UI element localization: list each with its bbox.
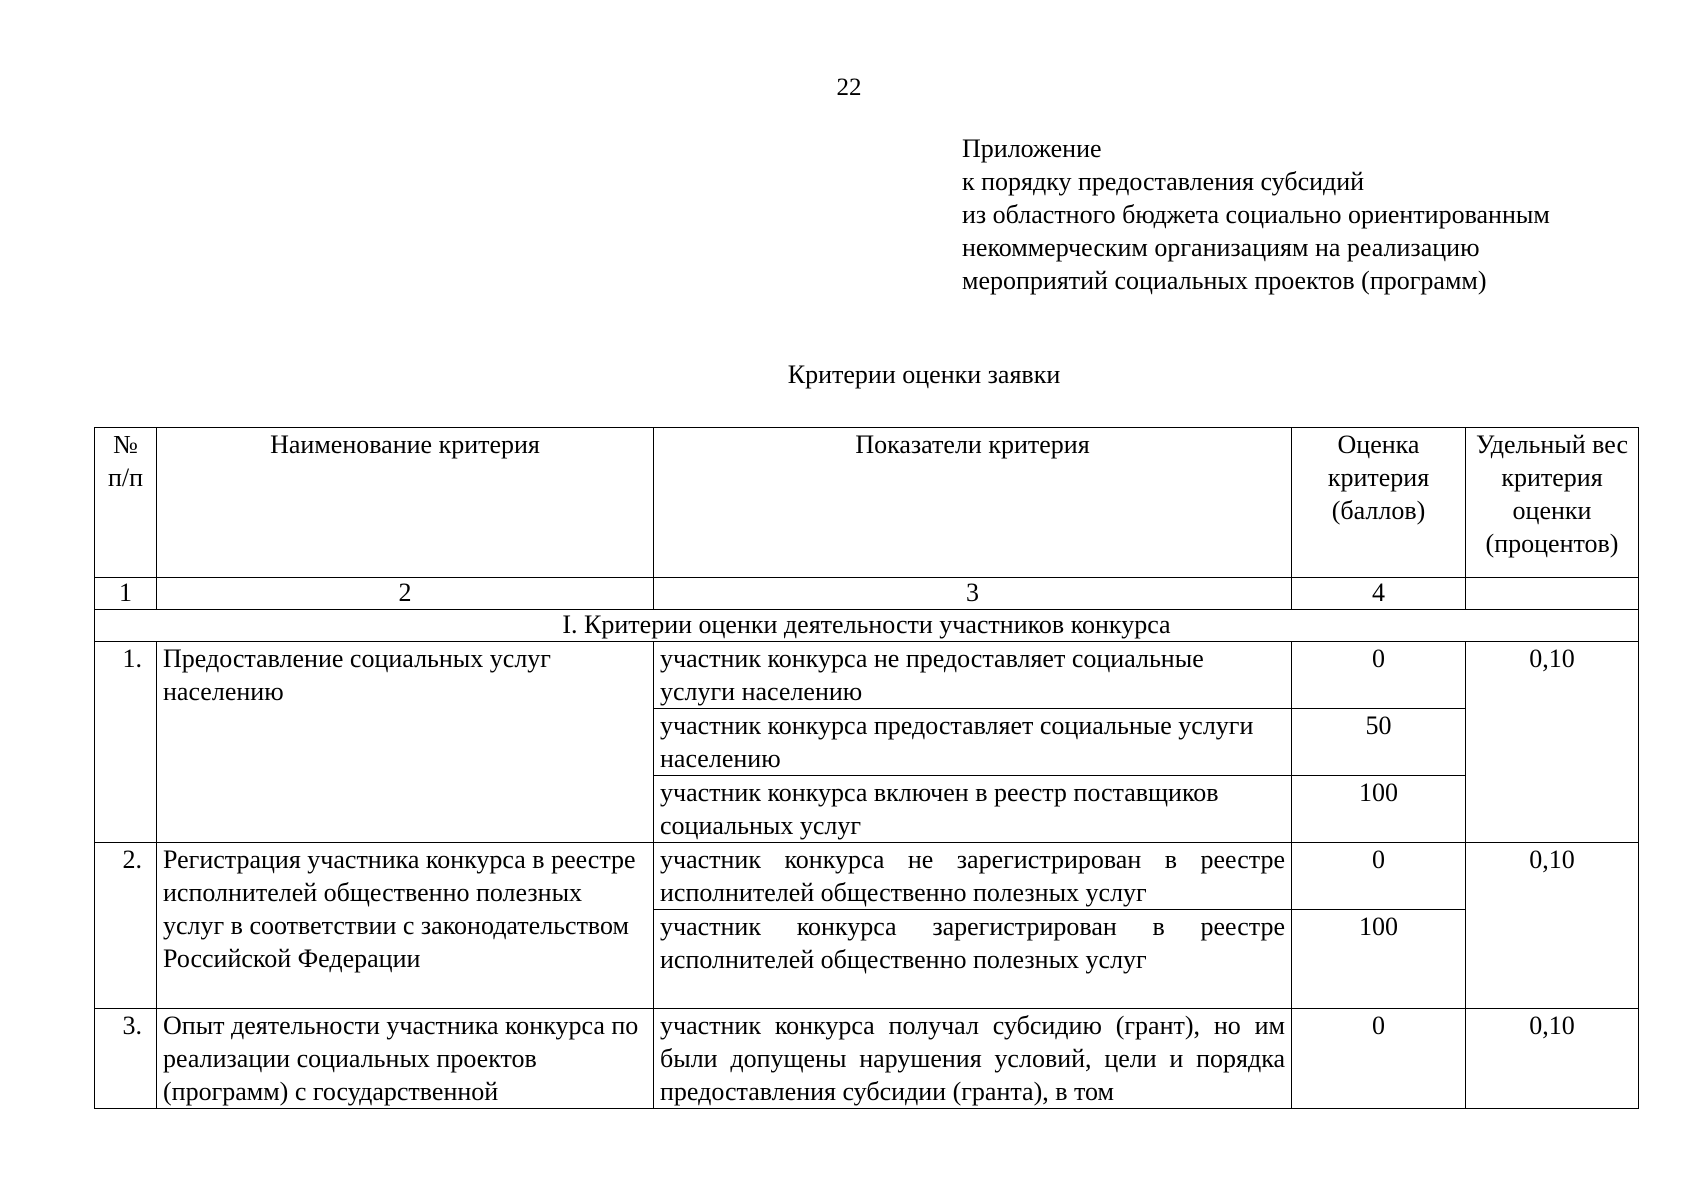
criterion-name: Регистрация участника конкурса в реестре исполнителей общественно полезных услуг в соответствии с законодательством Российской Федерации — [157, 843, 654, 1009]
criterion-indicator: участник конкурса получал субсидию (грант), но им были допущены нарушения условий, цели и порядка предоставления субсидии (гранта), в том — [654, 1009, 1292, 1109]
page-number: 22 — [836, 74, 862, 101]
header-weight: Удельный вес критерия оценки (процентов) — [1466, 428, 1639, 578]
appendix-line: некоммерческим организациям на реализацию — [962, 233, 1480, 262]
column-number: 4 — [1292, 578, 1466, 610]
table-row — [95, 843, 1639, 910]
column-number — [1466, 578, 1639, 610]
criterion-number: 2. — [95, 843, 157, 1009]
criterion-indicator: участник конкурса зарегистрирован в реестре исполнителей общественно полезных услуг — [654, 910, 1292, 1009]
criterion-score: 0 — [1292, 843, 1466, 910]
criterion-number: 1. — [95, 642, 157, 843]
criteria-table — [94, 427, 1639, 1109]
header-indicators: Показатели критерия — [654, 428, 1292, 578]
column-number: 2 — [157, 578, 654, 610]
criterion-score: 100 — [1292, 910, 1466, 1009]
header-name: Наименование критерия — [157, 428, 654, 578]
table-row — [95, 642, 1639, 709]
appendix-line: Приложение — [962, 134, 1102, 163]
criterion-score: 50 — [1292, 709, 1466, 776]
criterion-score: 0 — [1292, 642, 1466, 709]
criterion-name: Опыт деятельности участника конкурса по реализации социальных проектов (программ) с государственной — [157, 1009, 654, 1109]
criterion-score: 0 — [1292, 1009, 1466, 1109]
criterion-indicator: участник конкурса не зарегистрирован в реестре исполнителей общественно полезных услуг — [654, 843, 1292, 910]
appendix-line: к порядку предоставления субсидий — [962, 167, 1365, 196]
appendix-heading — [962, 132, 1550, 297]
header-num: № п/п — [95, 428, 157, 578]
header-score: Оценка критерия (баллов) — [1292, 428, 1466, 578]
criterion-indicator: участник конкурса не предоставляет социальные услуги населению — [654, 642, 1292, 709]
criterion-weight: 0,10 — [1466, 843, 1639, 1009]
table-row — [95, 1009, 1639, 1109]
criterion-score: 100 — [1292, 776, 1466, 843]
column-number: 3 — [654, 578, 1292, 610]
section-row — [95, 610, 1639, 642]
criterion-indicator: участник конкурса предоставляет социальные услуги населению — [654, 709, 1292, 776]
criterion-number: 3. — [95, 1009, 157, 1109]
criterion-name: Предоставление социальных услуг населению — [157, 642, 654, 843]
column-number: 1 — [95, 578, 157, 610]
criterion-weight: 0,10 — [1466, 1009, 1639, 1109]
criterion-weight: 0,10 — [1466, 642, 1639, 843]
appendix-line: из областного бюджета социально ориентированным — [962, 200, 1550, 229]
document-title: Критерии оценки заявки — [787, 360, 1061, 389]
column-number-row — [95, 578, 1639, 610]
appendix-line: мероприятий социальных проектов (программ) — [962, 266, 1487, 295]
criterion-indicator: участник конкурса включен в реестр поставщиков социальных услуг — [654, 776, 1292, 843]
table-header-row — [95, 428, 1639, 578]
section-title: I. Критерии оценки деятельности участников конкурса — [95, 610, 1639, 642]
